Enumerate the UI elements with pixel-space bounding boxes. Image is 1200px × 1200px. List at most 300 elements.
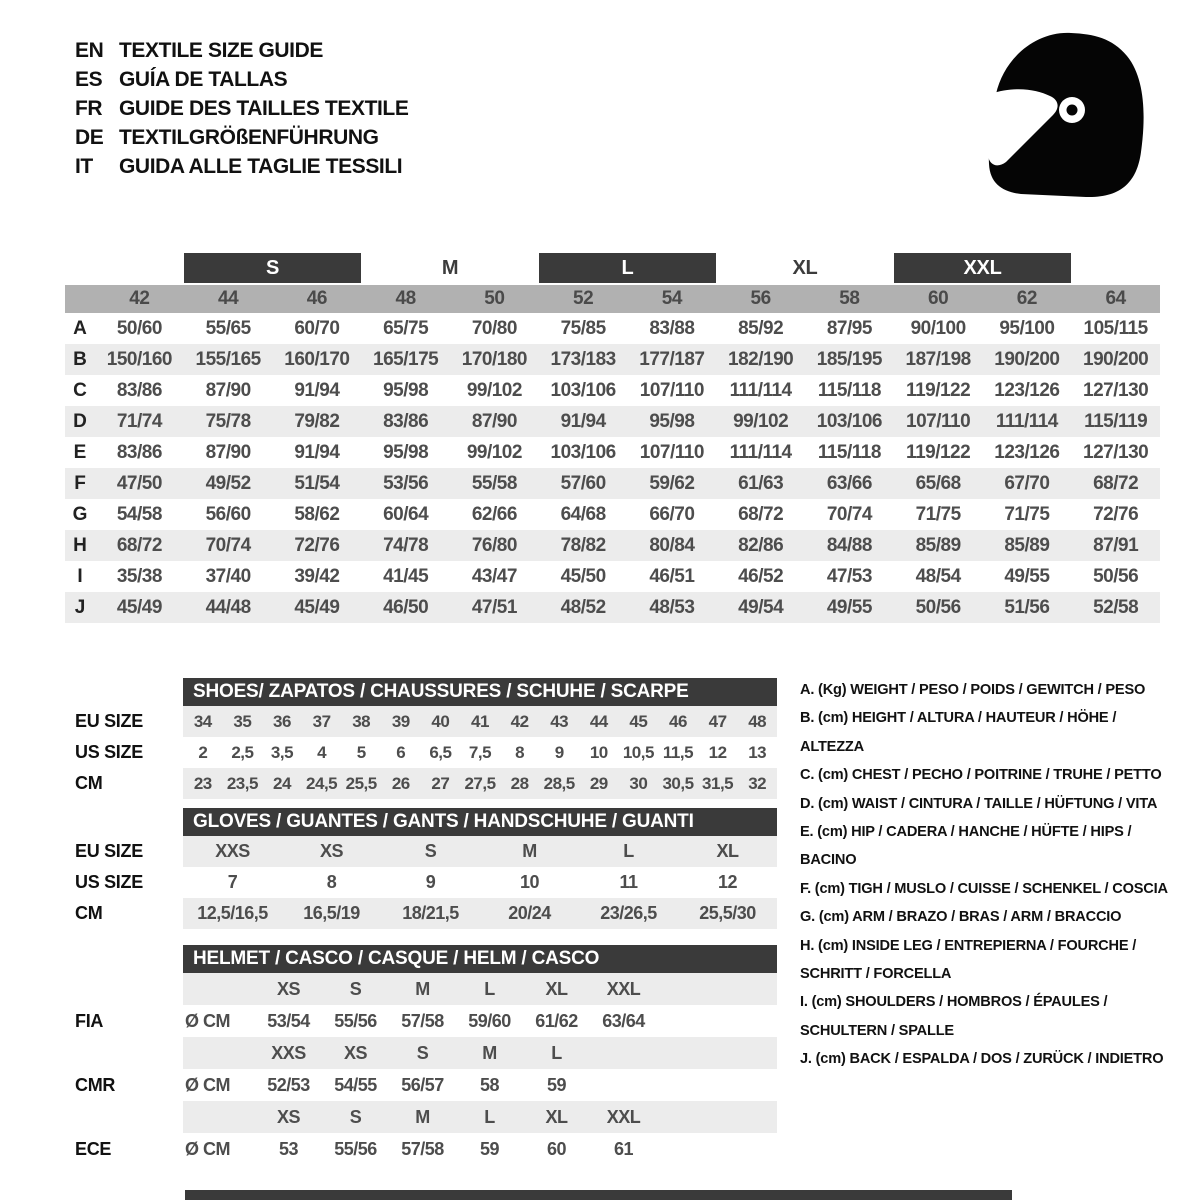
size-value: 85/92 xyxy=(738,317,784,339)
size-value: 123/126 xyxy=(994,379,1060,401)
size-group-s: S xyxy=(184,253,362,283)
size-number: 60 xyxy=(928,288,949,309)
size-value: 150/160 xyxy=(106,348,172,370)
size-label: XL xyxy=(545,1106,568,1127)
size-value: 37/40 xyxy=(205,565,251,587)
size-value: 7,5 xyxy=(468,742,492,762)
size-value: 49/55 xyxy=(826,596,872,618)
size-value: 8 xyxy=(515,742,525,762)
size-value: 55/58 xyxy=(471,472,517,494)
size-value: 67/70 xyxy=(1004,472,1050,494)
size-value: 56/57 xyxy=(401,1074,444,1095)
section-cells xyxy=(183,768,777,799)
size-label: XS xyxy=(276,1106,300,1127)
size-value: 10 xyxy=(519,872,540,892)
size-value: 2 xyxy=(198,742,208,762)
size-value: 45/49 xyxy=(116,596,162,618)
section-row xyxy=(65,898,777,929)
size-value: 182/190 xyxy=(728,348,794,370)
section-cells xyxy=(183,836,777,867)
size-value: XL xyxy=(716,841,739,861)
size-value: 177/187 xyxy=(639,348,705,370)
language-code: ES xyxy=(75,68,103,91)
size-number: 50 xyxy=(484,288,505,309)
size-value: M xyxy=(522,841,537,861)
size-header-spacer xyxy=(1071,253,1160,283)
size-value: 53/56 xyxy=(383,472,429,494)
size-number: 58 xyxy=(839,288,860,309)
row-letter: B xyxy=(73,348,87,370)
size-value: 40 xyxy=(431,711,450,731)
filler xyxy=(657,973,777,1005)
guide-title: GUIDE DES TAILLES TEXTILE xyxy=(119,97,409,120)
row-label xyxy=(65,973,183,1005)
size-value: 70/80 xyxy=(471,317,517,339)
gloves-section-header: GLOVES / GUANTES / GANTS / HANDSCHUHE / GUANTI xyxy=(183,808,777,836)
row-letter: J xyxy=(74,596,86,618)
section-cells xyxy=(183,737,777,768)
size-label: XL xyxy=(545,978,568,999)
size-value: 8 xyxy=(326,872,337,892)
size-value: 72/76 xyxy=(1093,503,1139,525)
size-value: 53 xyxy=(278,1138,299,1159)
language-row xyxy=(75,65,408,94)
size-label: M xyxy=(415,978,430,999)
size-value: 99/102 xyxy=(733,410,789,432)
unit-cell xyxy=(183,973,255,1005)
size-value: 127/130 xyxy=(1083,441,1149,463)
size-value: 12,5/16,5 xyxy=(197,903,268,923)
row-letter: F xyxy=(74,472,86,494)
size-value: 103/106 xyxy=(550,441,616,463)
unit-label: Ø CM xyxy=(185,1138,230,1159)
size-value: XS xyxy=(319,841,343,861)
size-value: 115/118 xyxy=(817,379,881,401)
size-number: 44 xyxy=(218,288,239,309)
helmet-value-row xyxy=(65,1069,777,1101)
size-value: 10,5 xyxy=(622,742,654,762)
measurement-row-a xyxy=(65,313,1160,344)
size-value: 16,5/19 xyxy=(303,903,360,923)
legend-item: A. (Kg) WEIGHT / PESO / POIDS / GEWITCH / PESO xyxy=(800,682,1146,698)
size-value: 165/175 xyxy=(373,348,439,370)
size-value: 59/62 xyxy=(649,472,695,494)
guide-title: TEXTILGRÖßENFÜHRUNG xyxy=(119,126,379,149)
language-code: EN xyxy=(75,39,104,62)
helmet-value-row xyxy=(65,1005,777,1037)
legend-item: C. (cm) CHEST / PECHO / POITRINE / TRUHE / PETTO xyxy=(800,767,1162,784)
main-size-table xyxy=(65,253,1160,623)
size-value: 36 xyxy=(273,711,291,731)
size-value: 9 xyxy=(554,742,564,762)
helmet-size-row xyxy=(65,1037,777,1069)
size-value: 46/50 xyxy=(383,596,429,618)
size-value: 71/75 xyxy=(915,503,961,525)
filler xyxy=(657,1069,777,1101)
row-letter: C xyxy=(73,379,87,401)
measurement-row-h xyxy=(65,530,1160,561)
size-number-band xyxy=(65,285,1160,313)
size-value: 48/52 xyxy=(560,596,606,618)
section-row xyxy=(65,737,777,768)
filler xyxy=(657,1005,777,1037)
size-value: 79/82 xyxy=(294,410,340,432)
size-value: 43/47 xyxy=(471,565,517,587)
legend-item: F. (cm) TIGH / MUSLO / CUISSE / SCHENKEL / COSCIA xyxy=(800,880,1168,897)
size-number: 42 xyxy=(129,288,150,309)
size-label: L xyxy=(484,1106,495,1127)
size-value: 190/200 xyxy=(994,348,1060,370)
size-value: 24 xyxy=(273,773,291,793)
legend-item: H. (cm) INSIDE LEG / ENTREPIERNA / FOURCHE / SCHRITT / FORCELLA xyxy=(800,937,1137,983)
row-label: US SIZE xyxy=(75,872,143,892)
size-value: 52/58 xyxy=(1093,596,1139,618)
size-value: 39 xyxy=(391,711,410,731)
size-value: 35/38 xyxy=(116,565,162,587)
legend-item: D. (cm) WAIST / CINTURA / TAILLE / HÜFTUNG / VITA xyxy=(800,795,1158,812)
size-value: 47/53 xyxy=(826,565,872,587)
size-label: XXS xyxy=(271,1042,306,1063)
section-row xyxy=(65,706,777,737)
size-value: 61/62 xyxy=(535,1010,578,1031)
row-label: EU SIZE xyxy=(75,841,143,861)
size-value: 95/98 xyxy=(383,379,429,401)
section-cells xyxy=(183,867,777,898)
size-value: 39/42 xyxy=(294,565,340,587)
size-value: 20/24 xyxy=(508,903,551,923)
size-value: 59/60 xyxy=(468,1010,511,1031)
size-value: 41 xyxy=(471,711,489,731)
size-value: 160/170 xyxy=(284,348,350,370)
language-row xyxy=(75,36,408,65)
size-value: 12 xyxy=(708,742,727,762)
section-cells xyxy=(183,706,777,737)
size-value: 65/75 xyxy=(383,317,429,339)
size-value: 44 xyxy=(589,711,608,731)
helmet-section-header: HELMET / CASCO / CASQUE / HELM / CASCO xyxy=(183,945,777,973)
helmet-value-row xyxy=(65,1133,777,1165)
size-value: 9 xyxy=(425,872,436,892)
size-value: 119/122 xyxy=(906,441,971,463)
measurement-row-i xyxy=(65,561,1160,592)
measurement-row-c xyxy=(65,375,1160,406)
size-value: 190/200 xyxy=(1083,348,1149,370)
size-value: 25,5 xyxy=(345,773,377,793)
size-value: 42 xyxy=(510,711,529,731)
size-label: XXL xyxy=(606,1106,641,1127)
size-value: 51/56 xyxy=(1004,596,1050,618)
size-value: 111/114 xyxy=(729,379,792,401)
section-row xyxy=(65,867,777,898)
size-value: 23 xyxy=(193,773,212,793)
size-value: 48/53 xyxy=(649,596,695,618)
size-value: 65/68 xyxy=(915,472,961,494)
size-value: 23,5 xyxy=(226,773,258,793)
racing-helmet-icon xyxy=(975,28,1157,200)
size-value: 90/100 xyxy=(910,317,966,339)
size-value: 45/49 xyxy=(294,596,340,618)
size-value: 60 xyxy=(546,1138,567,1159)
size-value: 25,5/30 xyxy=(699,903,756,923)
size-value: 58 xyxy=(479,1074,500,1095)
shoes-section-header: SHOES/ ZAPATOS / CHAUSSURES / SCHUHE / SCARPE xyxy=(183,678,777,706)
size-label: S xyxy=(349,1106,362,1127)
size-value: 70/74 xyxy=(826,503,872,525)
size-value: 46/52 xyxy=(738,565,784,587)
size-value: 49/54 xyxy=(738,596,784,618)
size-value: 24,5 xyxy=(306,773,338,793)
size-value: 27 xyxy=(431,773,450,793)
size-value: 38 xyxy=(352,711,371,731)
size-value: 91/94 xyxy=(560,410,606,432)
size-value: 119/122 xyxy=(906,379,971,401)
row-label: FIA xyxy=(75,1010,104,1031)
size-value: 68/72 xyxy=(738,503,784,525)
size-value: 29 xyxy=(589,773,608,793)
size-value: 50/56 xyxy=(1093,565,1139,587)
size-number: 54 xyxy=(661,288,682,309)
size-number: 62 xyxy=(1016,288,1037,309)
size-label: L xyxy=(551,1042,562,1063)
size-group-l: L xyxy=(539,253,717,283)
size-value: 18/21,5 xyxy=(402,903,459,923)
filler xyxy=(657,1133,777,1165)
size-value: 99/102 xyxy=(466,379,522,401)
legend-item: I. (cm) SHOULDERS / HOMBROS / ÉPAULES / SCHULTERN / SPALLE xyxy=(800,994,1108,1039)
size-value: 74/78 xyxy=(383,534,429,556)
size-value: 44/48 xyxy=(205,596,251,618)
size-number: 46 xyxy=(306,288,327,309)
size-value: 13 xyxy=(748,742,767,762)
size-value: 72/76 xyxy=(294,534,340,556)
size-value: 76/80 xyxy=(471,534,517,556)
size-value: 57/58 xyxy=(401,1138,444,1159)
size-value: 123/126 xyxy=(994,441,1060,463)
size-value: 111/114 xyxy=(995,410,1058,432)
size-value: 30 xyxy=(629,773,648,793)
size-value: 48 xyxy=(748,711,767,731)
size-value: 85/89 xyxy=(915,534,961,556)
size-value: 61/63 xyxy=(738,472,784,494)
size-value: 173/183 xyxy=(550,348,616,370)
size-value: 7 xyxy=(227,872,238,892)
size-value: 103/106 xyxy=(550,379,616,401)
band-spacer xyxy=(65,285,95,313)
size-value: 71/74 xyxy=(116,410,162,432)
size-value: 47 xyxy=(708,711,727,731)
size-value: 54/58 xyxy=(116,503,162,525)
filler xyxy=(657,1101,777,1133)
size-value: 52/53 xyxy=(267,1074,310,1095)
size-value: 34 xyxy=(193,711,212,731)
legend-item: J. (cm) BACK / ESPALDA / DOS / ZURÜCK / INDIETRO xyxy=(800,1051,1164,1068)
unit-label: Ø CM xyxy=(185,1074,230,1095)
size-value: 57/60 xyxy=(560,472,606,494)
size-value: 107/110 xyxy=(639,441,704,463)
language-code: DE xyxy=(75,126,104,149)
size-value: 54/55 xyxy=(334,1074,377,1095)
size-value: 170/180 xyxy=(461,348,527,370)
section-cells xyxy=(183,1133,777,1165)
measurement-row-d xyxy=(65,406,1160,437)
row-letter: A xyxy=(73,317,87,339)
size-value: 115/119 xyxy=(1084,410,1148,432)
measurement-legend xyxy=(800,676,1168,1074)
size-number: 64 xyxy=(1105,288,1126,309)
size-value: 11,5 xyxy=(662,742,694,762)
size-number: 56 xyxy=(750,288,771,309)
size-value: 187/198 xyxy=(905,348,971,370)
row-label: EU SIZE xyxy=(75,711,143,731)
size-value: 11 xyxy=(619,872,638,892)
size-value: 62/66 xyxy=(471,503,517,525)
helmet-rows xyxy=(65,973,777,1165)
helmet-size-row xyxy=(65,1101,777,1133)
language-title-block xyxy=(75,36,408,181)
size-label: M xyxy=(482,1042,497,1063)
size-value: 95/100 xyxy=(999,317,1055,339)
size-value: 103/106 xyxy=(816,410,882,432)
size-value: 59 xyxy=(546,1074,567,1095)
section-cells xyxy=(183,898,777,929)
size-value: 60/64 xyxy=(383,503,429,525)
row-letter: D xyxy=(73,410,87,432)
size-value: 59 xyxy=(479,1138,500,1159)
size-value: 27,5 xyxy=(464,773,496,793)
size-value: 64/68 xyxy=(560,503,606,525)
size-value: 91/94 xyxy=(294,441,340,463)
size-value: 45 xyxy=(629,711,648,731)
size-value: 82/86 xyxy=(738,534,784,556)
size-value: 107/110 xyxy=(906,410,971,432)
row-label: CMR xyxy=(75,1074,116,1095)
size-value: 46 xyxy=(669,711,687,731)
size-value: 87/95 xyxy=(826,317,872,339)
size-value: 75/85 xyxy=(560,317,606,339)
size-value: 32 xyxy=(748,773,767,793)
size-label: L xyxy=(484,978,495,999)
gloves-rows xyxy=(65,836,777,929)
measurement-row-f xyxy=(65,468,1160,499)
guide-title: GUIDA ALLE TAGLIE TESSILI xyxy=(119,155,403,178)
size-value: 35 xyxy=(233,711,252,731)
legend-item: G. (cm) ARM / BRAZO / BRAS / ARM / BRACCIO xyxy=(800,909,1122,926)
language-code: IT xyxy=(75,155,93,178)
row-letter: E xyxy=(73,441,87,463)
cutoff-section-bar xyxy=(185,1190,1012,1200)
size-value: 55/65 xyxy=(205,317,251,339)
section-cells xyxy=(183,1069,777,1101)
size-value: 49/55 xyxy=(1004,565,1050,587)
size-value: 115/118 xyxy=(817,441,881,463)
row-label: CM xyxy=(75,903,103,923)
size-value: 83/86 xyxy=(383,410,429,432)
size-value: 87/90 xyxy=(205,441,251,463)
guide-title: TEXTILE SIZE GUIDE xyxy=(119,39,323,62)
size-value: 28 xyxy=(510,773,529,793)
size-value: 95/98 xyxy=(649,410,695,432)
size-value: 127/130 xyxy=(1083,379,1149,401)
size-value: 51/54 xyxy=(294,472,340,494)
size-value: 53/54 xyxy=(267,1010,310,1031)
size-header-row xyxy=(65,253,1160,283)
helmet-size-row xyxy=(65,973,777,1005)
measurement-row-g xyxy=(65,499,1160,530)
size-value: 84/88 xyxy=(826,534,872,556)
size-value: 37 xyxy=(312,711,331,731)
size-header-spacer xyxy=(65,253,184,283)
size-value: 3,5 xyxy=(270,742,294,762)
size-value: 50/60 xyxy=(116,317,162,339)
row-letter: H xyxy=(73,534,87,556)
shoes-rows xyxy=(65,706,777,799)
size-value: 41/45 xyxy=(383,565,429,587)
size-value: 28,5 xyxy=(543,773,575,793)
section-cells xyxy=(183,973,777,1005)
size-label: S xyxy=(416,1042,429,1063)
size-label xyxy=(590,1037,657,1069)
size-value: 31,5 xyxy=(702,773,734,793)
size-value: 87/90 xyxy=(205,379,251,401)
size-value: S xyxy=(424,841,437,861)
size-value: 111/114 xyxy=(729,441,792,463)
size-value: 23/26,5 xyxy=(600,903,657,923)
legend-item: B. (cm) HEIGHT / ALTURA / HAUTEUR / HÖHE / ALTEZZA xyxy=(800,710,1117,755)
size-value: 83/86 xyxy=(116,441,162,463)
measurement-row-e xyxy=(65,437,1160,468)
language-row xyxy=(75,94,408,123)
size-value: 83/88 xyxy=(649,317,695,339)
size-value: 107/110 xyxy=(639,379,704,401)
row-label xyxy=(65,1037,183,1069)
size-value: 85/89 xyxy=(1004,534,1050,556)
size-value: 66/70 xyxy=(649,503,695,525)
size-value: 5 xyxy=(356,742,366,762)
row-label: ECE xyxy=(75,1138,112,1159)
size-value: 49/52 xyxy=(205,472,251,494)
size-value: 68/72 xyxy=(116,534,162,556)
section-cells xyxy=(183,1101,777,1133)
size-value: 95/98 xyxy=(383,441,429,463)
section-cells xyxy=(183,1037,777,1069)
size-value: 2,5 xyxy=(231,742,254,762)
size-value: 43 xyxy=(550,711,569,731)
size-value: 105/115 xyxy=(1083,317,1148,339)
size-label: XS xyxy=(343,1042,367,1063)
language-code: FR xyxy=(75,97,103,120)
unit-cell xyxy=(183,1037,255,1069)
guide-title: GUÍA DE TALLAS xyxy=(119,68,288,91)
section-row xyxy=(65,836,777,867)
size-value: 30,5 xyxy=(662,773,694,793)
row-letter: I xyxy=(77,565,83,587)
helmet-size-table xyxy=(65,945,777,1165)
size-group-xl: XL xyxy=(792,256,818,279)
size-value: 185/195 xyxy=(816,348,882,370)
size-value: 91/94 xyxy=(294,379,340,401)
size-value: 63/66 xyxy=(826,472,872,494)
size-value: 71/75 xyxy=(1004,503,1050,525)
size-value: 58/62 xyxy=(294,503,340,525)
row-letter: G xyxy=(72,503,88,525)
size-value xyxy=(590,1069,657,1101)
size-group-m: M xyxy=(441,256,459,279)
section-cells xyxy=(183,1005,777,1037)
section-row xyxy=(65,768,777,799)
size-value: 46/51 xyxy=(649,565,695,587)
size-label: S xyxy=(349,978,362,999)
size-value: 48/54 xyxy=(915,565,961,587)
